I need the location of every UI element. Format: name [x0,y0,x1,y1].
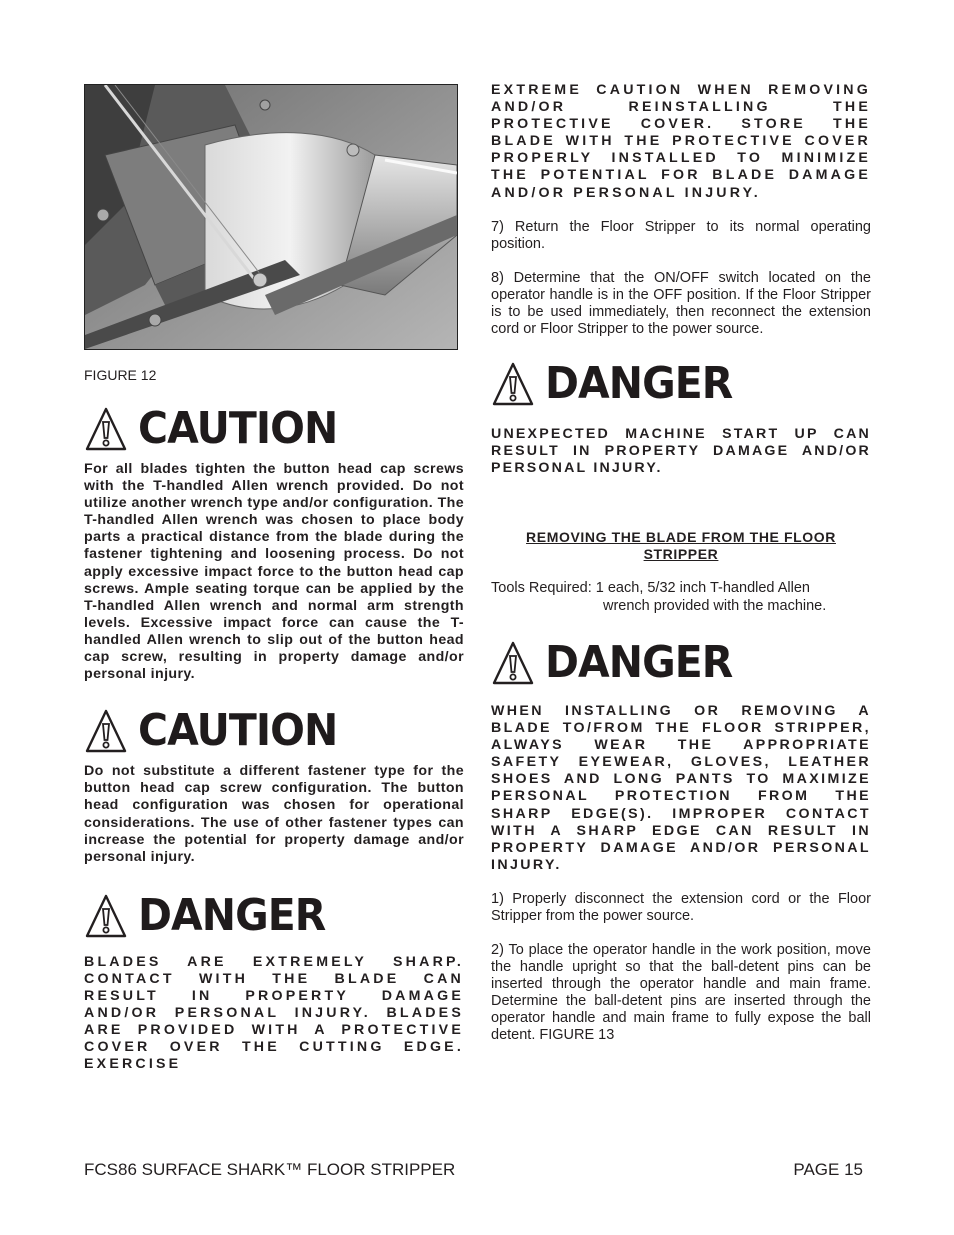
danger-word: DANGER [138,889,326,941]
danger-sign [84,888,464,944]
section-heading [491,529,871,563]
section-heading-line: STRIPPER [643,545,719,562]
figure-caption: FIGURE 12 [84,367,157,383]
caution-text: Do not substitute a different fastener type for the button head cap screw configuration. The button head configuration was chosen for operational considerations. The use of other fastener types can increase the potential for property damage and/or personal injury. [84,763,464,865]
right-column [491,82,871,1044]
warning-triangle-icon [84,893,128,939]
step-8: 8) Determine that the ON/OFF switch located on the operator handle is in the OFF position. If the Floor Stripper is to be used immediately, then reconnect the extension cord or Floor Stripper to the power source. [491,269,871,337]
danger-text: WHEN INSTALLING OR REMOVING A BLADE TO/FROM THE FLOOR STRIPPER, ALWAYS WEAR THE APPROPRIATE SAFETY EYEWEAR, GLOVES, LEATHER SHOES AND LONG PANTS TO MAXIMIZE PERSONAL PROTECTION FROM THE SHARP EDGE(S). IMPROPER CONTACT WITH A SHARP EDGE CAN RESULT IN PROPERTY DAMAGE AND/OR PERSONAL INJURY. [491,702,871,873]
tools-required [491,579,871,615]
danger-text: UNEXPECTED MACHINE START UP CAN RESULT IN PROPERTY DAMAGE AND/OR PERSONAL INJURY. [491,425,871,476]
caution-word: CAUTION [138,705,338,757]
danger-word: DANGER [545,357,733,409]
danger-sign [491,635,871,691]
warning-triangle-icon [491,640,535,686]
danger-sign [491,356,871,412]
step-2: 2) To place the operator handle in the work position, move the handle upright so that the ball-detent pins can be inserted through the operator handle and main frame. Determine the ball-detent pins are inserted through the operator handle and main frame to fully expose the ball detent. FIGURE 13 [491,941,871,1043]
footer-title: FCS86 SURFACE SHARK™ FLOOR STRIPPER [84,1160,456,1179]
tools-line: Tools Required: 1 each, 5/32 inch T-handled Allen [491,579,810,596]
step-7: 7) Return the Floor Stripper to its normal operating position. [491,218,871,252]
left-column [84,84,464,1073]
caution-sign [84,401,464,457]
figure-12-photo [84,84,458,350]
tools-line: wrench provided with the machine. [603,597,827,614]
footer-page-number: PAGE 15 [793,1160,863,1179]
danger-text: BLADES ARE EXTREMELY SHARP. CONTACT WITH THE BLADE CAN RESULT IN PROPERTY DAMAGE AND/OR PERSONAL INJURY. BLADES ARE PROVIDED WITH A PROTECTIVE COVER OVER THE CUTTING EDGE. EXERCISE [84,953,464,1073]
warning-triangle-icon [491,361,535,407]
section-heading-line: REMOVING THE BLADE FROM THE FLOOR [526,528,836,545]
warning-triangle-icon [84,406,128,452]
warning-triangle-icon [84,708,128,754]
step-1: 1) Properly disconnect the extension cord or the Floor Stripper from the power source. [491,890,871,924]
caution-text: For all blades tighten the button head cap screws with the T-handled Allen wrench provided. Do not utilize another wrench type and/or configuration. The T-handled Allen wrench was chosen to place body parts a practical distance from the blade during the fastener tightening and loosening process. Do not apply excessive impact force to the button head cap screws. Ample seating torque can be applied by the T-handled Allen wrench and normal arm strength levels. Excessive impact force can cause the T-handled Allen wrench to slip out of the button head cap screw, resulting in property damage and/or personal injury. [84,461,464,683]
caution-word: CAUTION [138,403,338,454]
danger-word: DANGER [545,636,733,688]
caution-sign [84,703,464,759]
continued-warning-text: EXTREME CAUTION WHEN REMOVING AND/OR REINSTALLING THE PROTECTIVE COVER. STORE THE BLADE WITH THE PROTECTIVE COVER PROPERLY INSTALLED TO MINIMIZE THE POTENTIAL FOR BLADE DAMAGE AND/OR PERSONAL INJURY. [491,82,871,201]
